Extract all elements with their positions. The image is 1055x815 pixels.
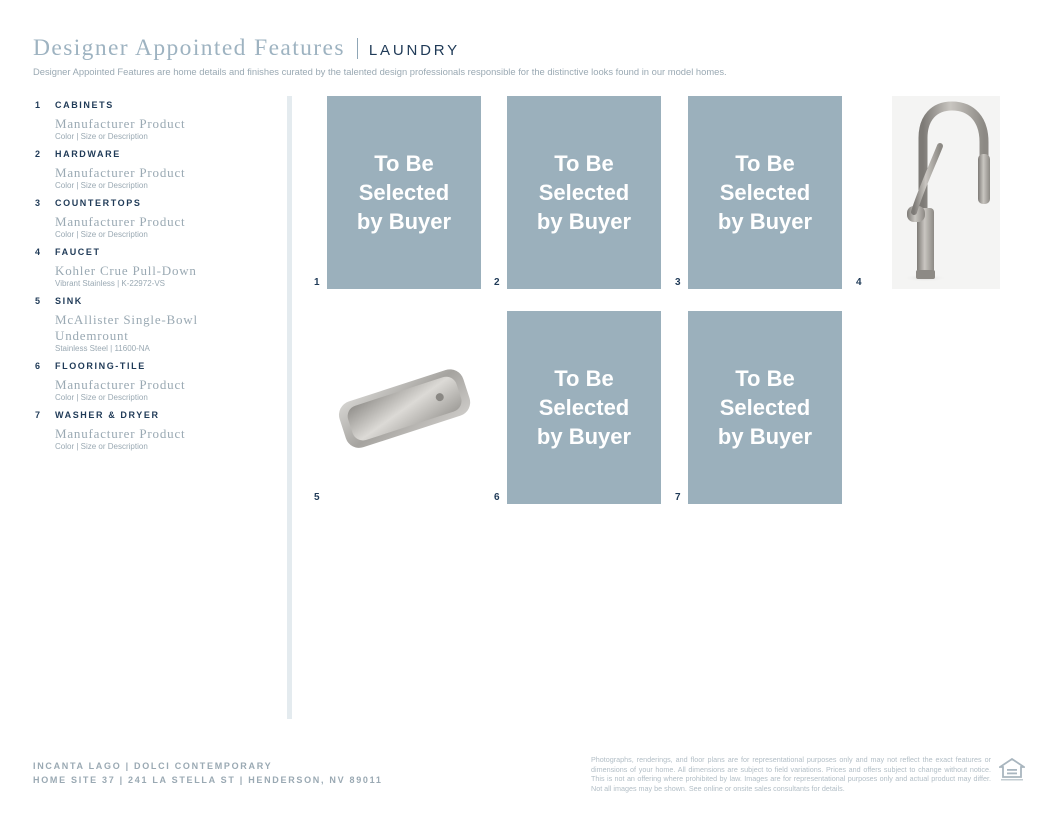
feature-item-hardware: [35, 149, 280, 191]
feature-product-name: Manufacturer Product: [55, 377, 186, 392]
tile-faucet: [892, 96, 1000, 289]
title-row: [33, 35, 727, 62]
page-title: Designer Appointed Features: [33, 35, 345, 61]
tile-hardware: [507, 96, 661, 289]
room-name: LAUNDRY: [368, 42, 460, 59]
page-subtitle: Designer Appointed Features are home details and finishes curated by the talented design professionals responsible for the distinctive looks found in our model homes.: [33, 66, 727, 77]
tile-number: 4: [856, 277, 862, 288]
tile-washer-dryer: [688, 311, 842, 504]
title-separator: [357, 38, 358, 59]
feature-category: COUNTERTOPS: [55, 198, 142, 208]
feature-list: [35, 100, 280, 459]
feature-description: Stainless Steel | 11600-NA: [55, 344, 150, 353]
feature-number: 1: [35, 100, 42, 110]
feature-product-name: Manufacturer Product: [55, 116, 186, 131]
feature-category: FAUCET: [55, 247, 101, 257]
feature-number: 2: [35, 149, 42, 159]
feature-product-name: Manufacturer Product: [55, 165, 186, 180]
community-name: INCANTA LAGO | DOLCI CONTEMPORARY: [33, 761, 273, 771]
feature-number: 4: [35, 247, 42, 257]
tile-number: 3: [675, 277, 681, 288]
feature-product-name: Manufacturer Product: [55, 426, 186, 441]
tile-number: 1: [314, 277, 320, 288]
feature-product-name: Manufacturer Product: [55, 214, 186, 229]
tile-flooring-tile: [507, 311, 661, 504]
equal-housing-opportunity-icon: [999, 758, 1025, 782]
feature-description: Color | Size or Description: [55, 393, 148, 402]
feature-item-flooring-tile: [35, 361, 280, 403]
tile-countertops: [688, 96, 842, 289]
feature-description: Vibrant Stainless | K-22972-VS: [55, 279, 165, 288]
community-footer: [33, 759, 383, 787]
home-site-address: HOME SITE 37 | 241 LA STELLA ST | HENDERSON, NV 89011: [33, 775, 383, 785]
feature-category: WASHER & DRYER: [55, 410, 160, 420]
feature-description: Color | Size or Description: [55, 230, 148, 239]
feature-description: Color | Size or Description: [55, 442, 148, 451]
tile-sink: [327, 311, 481, 504]
vertical-divider: [287, 96, 292, 719]
feature-number: 6: [35, 361, 42, 371]
feature-item-washer-dryer: [35, 410, 280, 452]
feature-number: 7: [35, 410, 42, 420]
feature-number: 5: [35, 296, 42, 306]
feature-category: HARDWARE: [55, 149, 121, 159]
feature-product-name: Kohler Crue Pull-Down: [55, 263, 197, 278]
feature-item-sink: [35, 296, 280, 354]
feature-category: FLOORING-TILE: [55, 361, 146, 371]
sink-image: [327, 311, 481, 504]
tile-number: 6: [494, 492, 500, 503]
feature-item-faucet: [35, 247, 280, 289]
feature-item-countertops: [35, 198, 280, 240]
legal-disclaimer: Photographs, renderings, and floor plans are for representational purposes only and may not reflect the exact features or dimensions of your home. All dimensions are subject to field variations. Prices and offers subject to change without notice. This is not an offering where prohibited by law. Images are for representational purposes only and actual product may differ. Not all images may be shown. See online or onsite sales consultants for details.: [591, 755, 991, 793]
feature-number: 3: [35, 198, 42, 208]
feature-product-name: McAllister Single-Bowl Undemrount: [55, 312, 198, 343]
feature-item-cabinets: [35, 100, 280, 142]
feature-description: Color | Size or Description: [55, 132, 148, 141]
placeholder-text: To Be Selected by Buyer: [717, 366, 813, 449]
tile-cabinets: [327, 96, 481, 289]
feature-category: SINK: [55, 296, 83, 306]
faucet-image: [892, 96, 1000, 289]
tile-number: 2: [494, 277, 500, 288]
placeholder-text: To Be Selected by Buyer: [717, 151, 813, 234]
placeholder-text: To Be Selected by Buyer: [536, 366, 632, 449]
page-header: [33, 35, 727, 77]
placeholder-text: To Be Selected by Buyer: [536, 151, 632, 234]
feature-category: CABINETS: [55, 100, 114, 110]
tile-number: 5: [314, 492, 320, 503]
feature-description: Color | Size or Description: [55, 181, 148, 190]
tile-number: 7: [675, 492, 681, 503]
placeholder-text: To Be Selected by Buyer: [356, 151, 452, 234]
